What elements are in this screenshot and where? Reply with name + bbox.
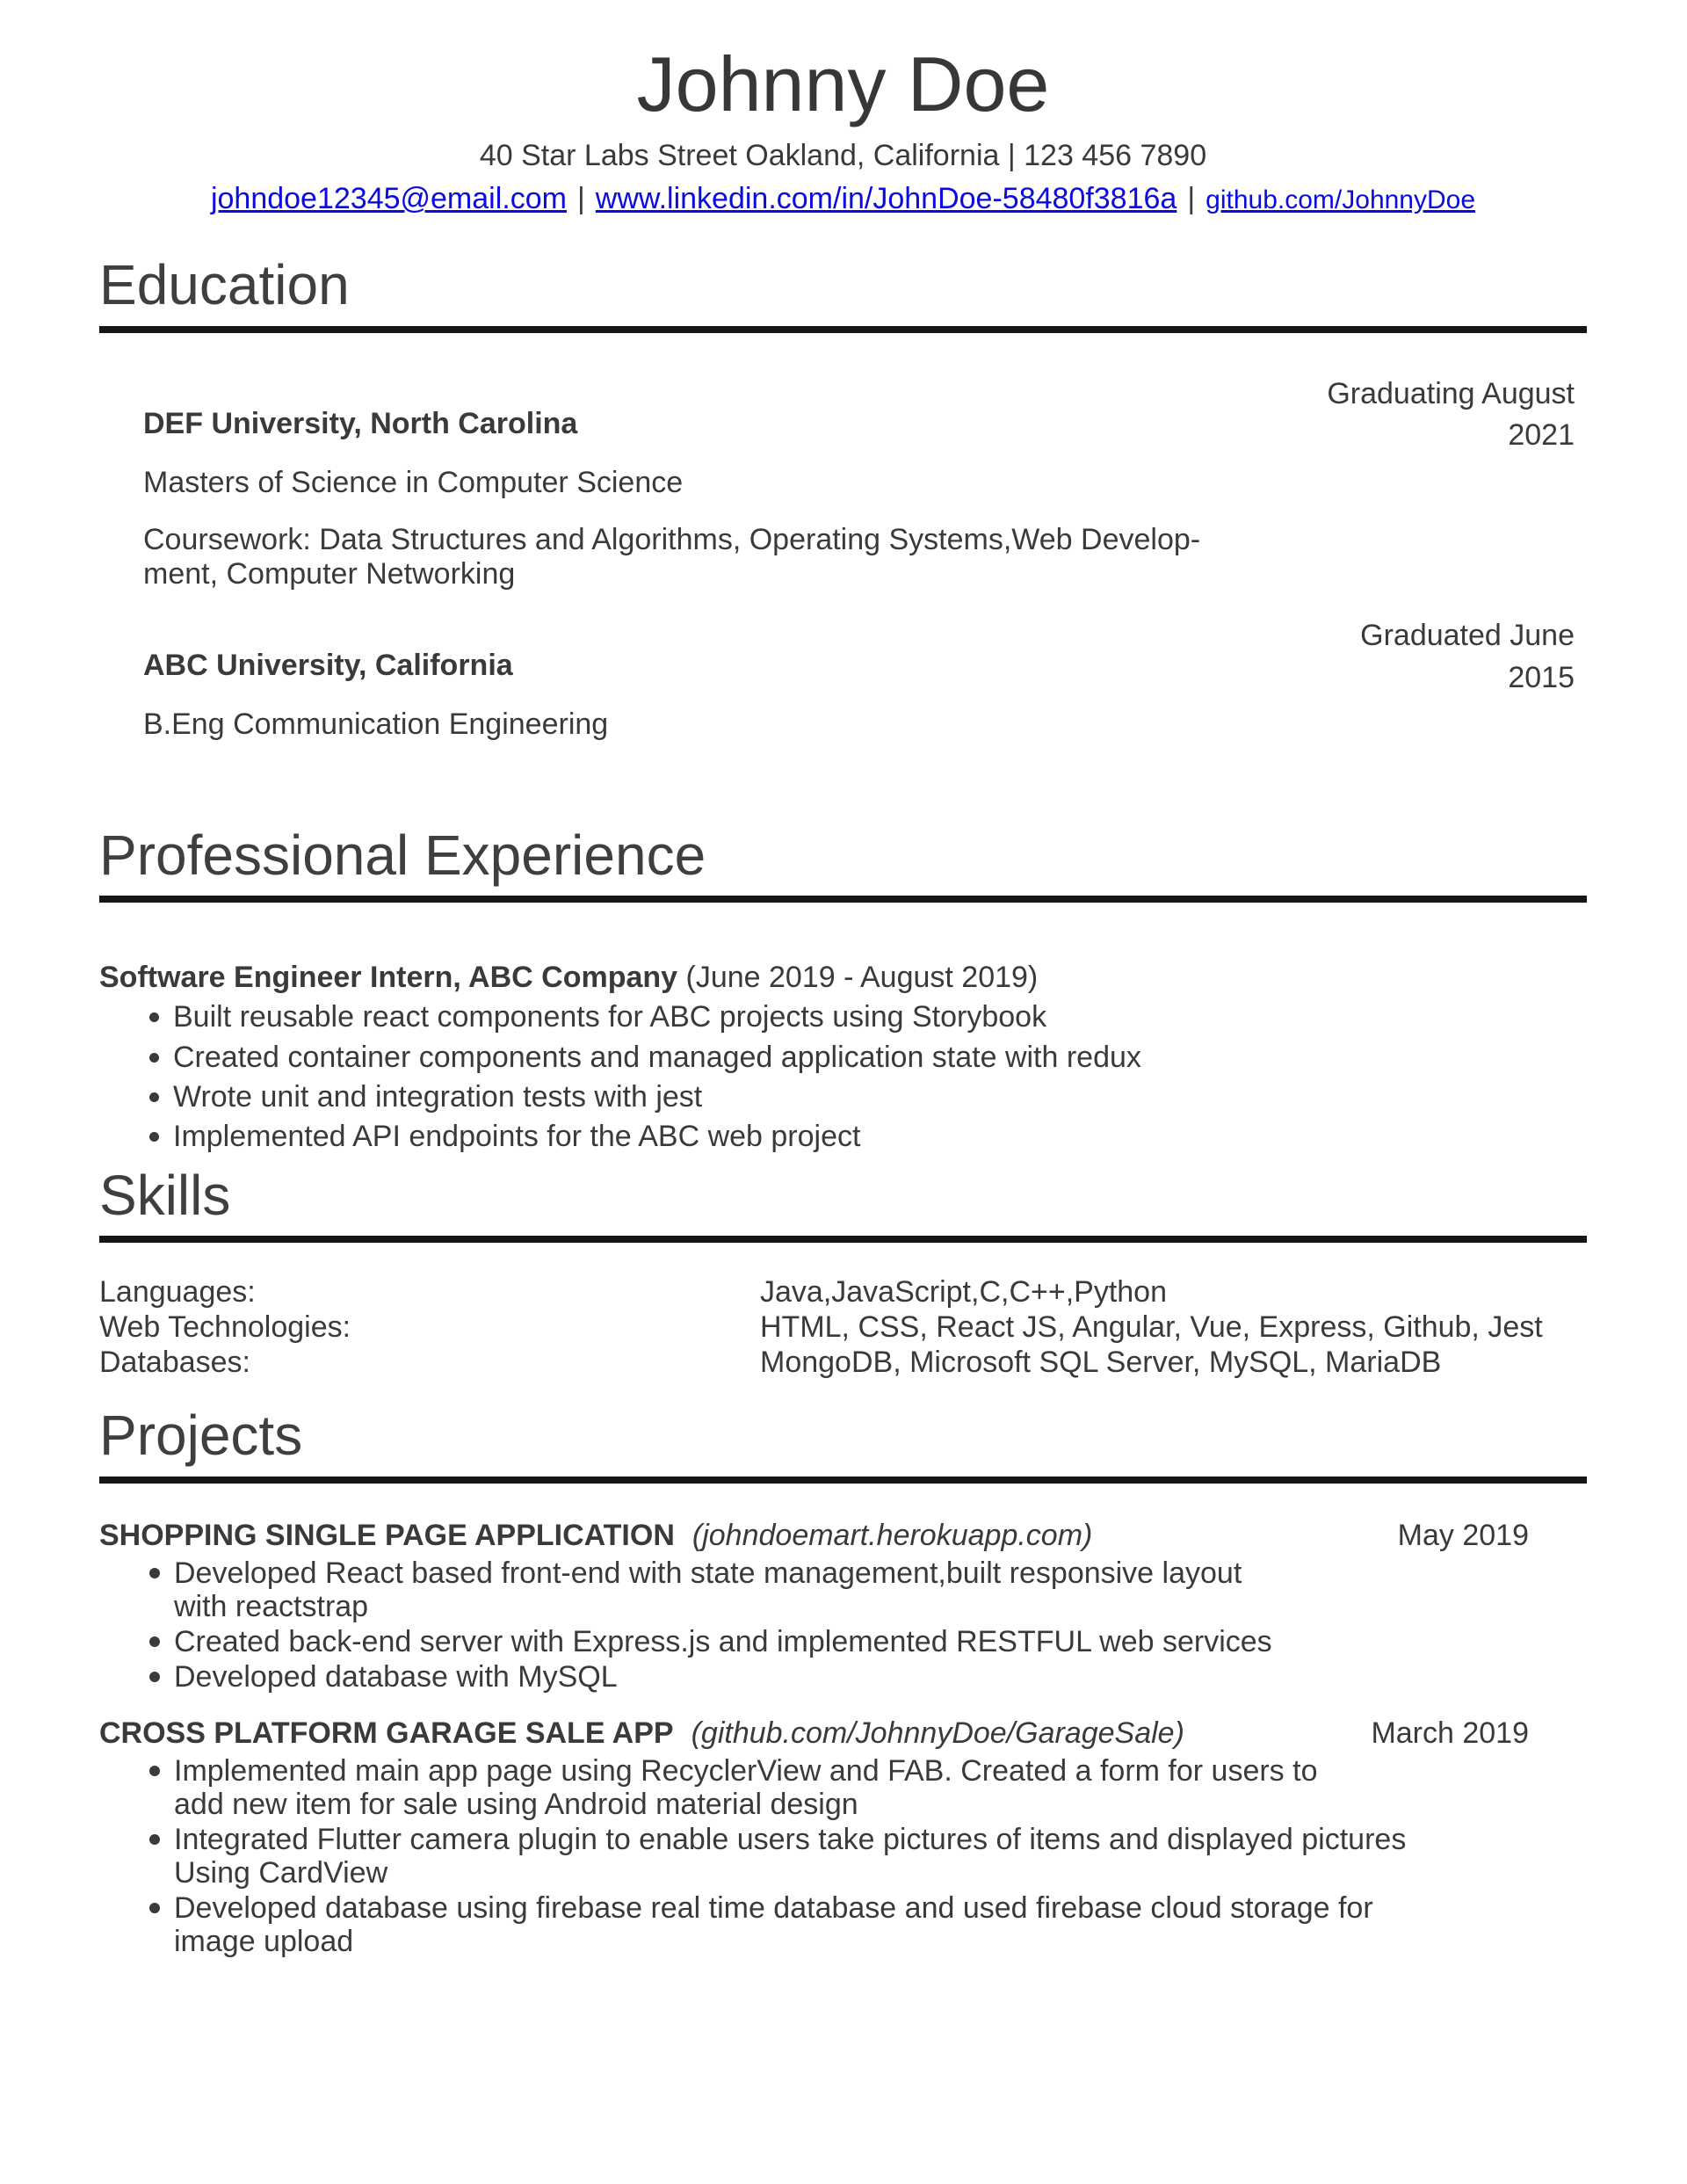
project-url: (johndoemart.herokuapp.com) — [691, 1518, 1093, 1552]
projects-section-title: Projects — [99, 1404, 303, 1468]
bullet-line: Developed database with MySQL — [174, 1659, 618, 1694]
bullet-line: Using CardView — [174, 1856, 388, 1890]
experience-section-title: Professional Experience — [99, 824, 706, 888]
linkedin-link[interactable]: www.linkedin.com/in/JohnDoe-58480f3816a — [595, 182, 1177, 216]
job-title: Software Engineer Intern, ABC Company — [99, 961, 678, 995]
bullet-item — [99, 1891, 1587, 1958]
bullet-item — [99, 1754, 1587, 1821]
github-link[interactable]: github.com/JohnnyDoe — [1206, 185, 1476, 215]
projects-section-head — [99, 1406, 1587, 1483]
contact-separator: | — [1187, 182, 1196, 216]
project-name: SHOPPING SINGLE PAGE APPLICATION — [99, 1518, 675, 1552]
bullet-line: add new item for sale using Android material design — [174, 1788, 858, 1822]
bullet-dot-icon — [149, 1092, 159, 1102]
skill-label: Databases: — [99, 1346, 250, 1380]
project-entry — [99, 1519, 1587, 1694]
university-name: ABC University, California — [143, 648, 513, 682]
job-title-line — [99, 961, 1587, 995]
section-rule — [99, 1477, 1587, 1484]
coursework-line1: Coursework: Data Structures and Algorithms, Operating Systems,Web Develop- — [143, 522, 1201, 556]
degree-name: Masters of Science in Computer Science — [143, 465, 684, 499]
project-entry — [99, 1716, 1587, 1959]
bullet-dot-icon — [149, 1903, 160, 1913]
bullet-text — [174, 1891, 1373, 1958]
bullet-line: Developed database using firebase real time database and used firebase cloud storage for — [174, 1891, 1373, 1926]
bullet-text: Implemented API endpoints for the ABC web project — [173, 1119, 861, 1153]
graduation-date-line1: Graduated June — [1360, 618, 1575, 652]
university-name: DEF University, North Carolina — [143, 406, 578, 440]
project-url: (github.com/JohnnyDoe/GarageSale) — [691, 1716, 1184, 1750]
bullet-item — [99, 1040, 1587, 1075]
skill-value: MongoDB, Microsoft SQL Server, MySQL, MariaDB — [760, 1346, 1442, 1380]
section-rule — [99, 896, 1587, 903]
bullet-text — [174, 1556, 1242, 1623]
bullet-line: Developed React based front-end with state management,built responsive layout — [174, 1556, 1242, 1590]
bullet-item — [99, 1660, 1587, 1694]
experience-section-head — [99, 826, 1587, 903]
projects-section — [99, 1406, 1587, 1958]
skills-row — [99, 1345, 1587, 1380]
bullet-text — [174, 1660, 618, 1694]
bullet-text — [174, 1754, 1317, 1821]
bullet-line: Created back-end server with Express.js and implemented RESTFUL web services — [174, 1624, 1272, 1658]
project-name: CROSS PLATFORM GARAGE SALE APP — [99, 1716, 674, 1750]
bullet-dot-icon — [149, 1053, 159, 1063]
bullet-dot-icon — [149, 1132, 159, 1142]
bullet-text — [174, 1823, 1406, 1890]
candidate-name: Johnny Doe — [636, 40, 1050, 127]
bullet-dot-icon — [149, 1672, 160, 1682]
bullet-item — [99, 1625, 1587, 1658]
coursework-text — [143, 523, 1587, 591]
bullet-text: Wrote unit and integration tests with jest — [173, 1079, 703, 1114]
project-bullet-list — [99, 1556, 1587, 1694]
education-section-title: Education — [99, 253, 350, 317]
project-date: March 2019 — [1371, 1716, 1529, 1750]
graduation-date-line2: 2021 — [1508, 418, 1575, 453]
project-date: May 2019 — [1397, 1518, 1529, 1552]
section-rule — [99, 326, 1587, 333]
job-bullet-list — [99, 999, 1587, 1153]
contact-separator: | — [576, 182, 585, 216]
bullet-item — [99, 1556, 1587, 1623]
bullet-line: Integrated Flutter camera plugin to enable users take pictures of items and displayed pictures — [174, 1823, 1407, 1857]
education-entry — [99, 615, 1587, 742]
skills-row — [99, 1310, 1587, 1345]
skill-value: Java,JavaScript,C,C++,Python — [760, 1275, 1168, 1310]
bullet-text: Built reusable react components for ABC projects using Storybook — [173, 1000, 1047, 1034]
degree-name: B.Eng Communication Engineering — [143, 707, 609, 742]
skills-section-head — [99, 1163, 1587, 1243]
bullet-dot-icon — [149, 1766, 160, 1776]
skills-section-title: Skills — [99, 1163, 231, 1227]
project-bullet-list — [99, 1754, 1587, 1958]
bullet-item — [99, 1823, 1587, 1890]
bullet-dot-icon — [149, 1636, 160, 1647]
skills-row — [99, 1274, 1587, 1310]
bullet-line: Implemented main app page using RecyclerView and FAB. Created a form for users to — [174, 1754, 1318, 1789]
graduation-date — [1327, 374, 1575, 457]
bullet-item — [99, 999, 1587, 1034]
experience-section — [99, 826, 1587, 1154]
email-link[interactable]: johndoe12345@email.com — [210, 182, 567, 216]
graduation-date-line2: 2015 — [1508, 660, 1575, 694]
skills-section — [99, 1163, 1587, 1381]
skill-value: HTML, CSS, React JS, Angular, Vue, Express, Github, Jest — [760, 1310, 1543, 1345]
skill-label: Languages: — [99, 1275, 256, 1310]
job-period: (June 2019 - August 2019) — [685, 961, 1039, 995]
bullet-dot-icon — [149, 1568, 160, 1578]
skill-label: Web Technologies: — [99, 1310, 351, 1345]
graduation-date — [1360, 615, 1575, 699]
bullet-text: Created container components and managed application state with redux — [173, 1040, 1141, 1074]
education-entry — [99, 374, 1587, 591]
bullet-line: image upload — [174, 1925, 354, 1959]
bullet-item — [99, 1079, 1587, 1114]
bullet-text — [174, 1625, 1272, 1658]
bullet-dot-icon — [149, 1012, 159, 1022]
address-line: 40 Star Labs Street Oakland, California | 123 456 7890 — [479, 139, 1207, 173]
contact-line — [99, 182, 1587, 216]
resume-header — [99, 40, 1587, 216]
section-rule — [99, 1236, 1587, 1243]
bullet-line: with reactstrap — [174, 1589, 369, 1623]
education-section — [99, 253, 1587, 742]
project-header — [99, 1519, 1587, 1553]
project-header — [99, 1716, 1587, 1751]
bullet-item — [99, 1119, 1587, 1154]
skills-table — [99, 1274, 1587, 1380]
coursework-line2: ment, Computer Networking — [143, 556, 516, 591]
graduation-date-line1: Graduating August — [1327, 376, 1575, 410]
bullet-dot-icon — [149, 1834, 160, 1845]
education-section-head — [99, 253, 1587, 332]
